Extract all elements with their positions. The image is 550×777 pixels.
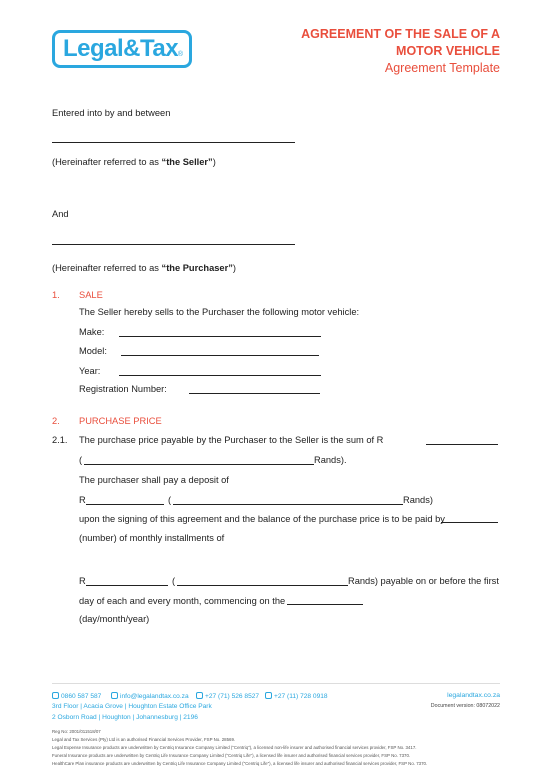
installment-close: Rands) payable on or before the first xyxy=(348,576,499,586)
model-field[interactable] xyxy=(121,355,319,356)
fine-print-4: HealthCare Plan insurance products are underwritten by Centriq Life Insurance Company Limited ("Centriq Life"), a licensed life insurer and authorised financial services provider, FSP No. 7370. xyxy=(52,761,428,766)
installments-text: (number) of monthly installments of xyxy=(79,533,225,543)
price-line-1: The purchase price payable by the Purchaser to the Seller is the sum of R xyxy=(79,435,384,445)
year-field[interactable] xyxy=(119,375,321,376)
title-line-2: MOTOR VEHICLE xyxy=(396,44,500,58)
section-2-heading: PURCHASE PRICE xyxy=(79,416,162,426)
price-amount-field[interactable] xyxy=(426,444,498,445)
fax-icon xyxy=(265,692,272,699)
purchaser-name-line[interactable] xyxy=(52,244,295,245)
installment-r: R xyxy=(79,576,86,586)
fine-print-2: Legal Expense Insurance products are underwritten by Centriq Insurance Company Limited ("Centriq"), a licensed non-life insurer and authorised financial services provider, FSP No. 3417. xyxy=(52,745,417,750)
reg-number: Reg No: 2001/011518/07 xyxy=(52,729,101,734)
make-field[interactable] xyxy=(119,336,321,337)
section-2-number: 2. xyxy=(52,416,60,426)
registration-field[interactable] xyxy=(189,393,320,394)
price-words-close: Rands). xyxy=(314,455,347,465)
registration-label: Registration Number: xyxy=(79,384,167,394)
deposit-amount-field[interactable] xyxy=(86,504,164,505)
price-words-open: ( xyxy=(79,455,83,465)
sale-lead-text: The Seller hereby sells to the Purchaser the following motor vehicle: xyxy=(79,307,360,317)
document-title xyxy=(301,26,500,77)
section-1-heading: SALE xyxy=(79,290,103,300)
clause-2-1-number: 2.1. xyxy=(52,435,68,445)
deposit-words-field[interactable] xyxy=(173,504,403,505)
commencing-date-field[interactable] xyxy=(287,604,363,605)
price-words-field[interactable] xyxy=(84,464,314,465)
year-label: Year: xyxy=(79,366,101,376)
footer-phone[interactable]: 0860 587 587 xyxy=(52,692,101,700)
deposit-close: Rands) xyxy=(403,495,433,505)
email-icon xyxy=(111,692,118,699)
company-logo xyxy=(52,30,192,68)
footer-email[interactable]: info@legalandtax.co.za xyxy=(111,692,189,700)
footer-divider xyxy=(52,683,500,684)
logo-registered-mark: ® xyxy=(177,51,183,58)
footer-address-2: 2 Osborn Road | Houghton | Johannesburg | 2196 xyxy=(52,714,198,721)
installment-words-field[interactable] xyxy=(177,585,348,586)
installments-count-field[interactable] xyxy=(441,522,498,523)
installment-amount-field[interactable] xyxy=(86,585,168,586)
installment-open: ( xyxy=(172,576,176,586)
logo-text: Legal&Tax xyxy=(63,35,179,62)
seller-name-line[interactable] xyxy=(52,142,295,143)
title-line-1: AGREEMENT OF THE SALE OF A xyxy=(301,27,500,41)
purchaser-reference: (Hereinafter referred to as “the Purchaser”) xyxy=(52,263,236,273)
title-subtitle: Agreement Template xyxy=(384,61,500,75)
section-1-number: 1. xyxy=(52,290,60,300)
commencing-text: day of each and every month, commencing on the xyxy=(79,596,286,606)
seller-reference: (Hereinafter referred to as “the Seller”) xyxy=(52,157,216,167)
fine-print-1: Legal and Tax Services (Pty) Ltd is an authorised Financial Services Provider, FSP No. 28569. xyxy=(52,737,236,742)
deposit-open: ( xyxy=(168,495,172,505)
document-version: Document version: 08072022 xyxy=(430,703,500,709)
date-format-text: (day/month/year) xyxy=(79,614,150,624)
footer-whatsapp[interactable]: +27 (71) 526 8527 xyxy=(196,692,259,700)
footer-website[interactable]: legalandtax.co.za xyxy=(447,692,500,699)
whatsapp-icon xyxy=(196,692,203,699)
footer-address-1: 3rd Floor | Acacia Grove | Houghton Estate Office Park xyxy=(52,703,212,710)
entered-into-text: Entered into by and between xyxy=(52,108,171,118)
balance-text: upon the signing of this agreement and the balance of the purchase price is to be paid by xyxy=(79,514,445,524)
fine-print-3: Funeral Insurance products are underwritten by Centriq Life Insurance Company Limited ("Centriq Life"), a licensed life insurer and authorised financial services provider, FSP No. 7370. xyxy=(52,753,411,758)
footer-fax[interactable]: +27 (11) 728 0918 xyxy=(265,692,328,700)
deposit-r: R xyxy=(79,495,86,505)
deposit-text: The purchaser shall pay a deposit of xyxy=(79,475,229,485)
phone-icon xyxy=(52,692,59,699)
and-text: And xyxy=(52,209,69,219)
make-label: Make: xyxy=(79,327,105,337)
model-label: Model: xyxy=(79,346,107,356)
